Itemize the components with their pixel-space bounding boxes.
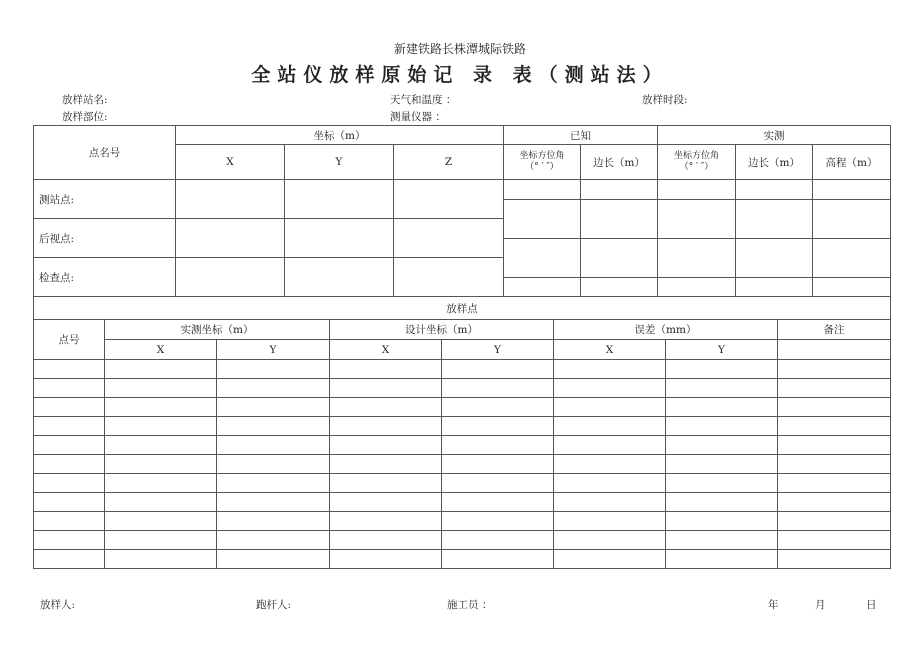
cell[interactable]	[581, 239, 658, 278]
cell[interactable]	[554, 360, 666, 379]
station-name-label: 放样站名:	[62, 94, 108, 106]
check-z-cell[interactable]	[394, 258, 504, 297]
cell[interactable]	[217, 379, 330, 398]
cell[interactable]	[330, 417, 442, 436]
cell[interactable]	[442, 379, 554, 398]
cell[interactable]	[666, 379, 778, 398]
cell[interactable]	[105, 417, 217, 436]
remark-header: 备注	[778, 320, 891, 340]
cell[interactable]	[736, 278, 813, 297]
cell[interactable]	[666, 455, 778, 474]
cell[interactable]	[778, 493, 891, 512]
cell[interactable]	[105, 512, 217, 531]
cell[interactable]	[778, 436, 891, 455]
cell[interactable]	[778, 512, 891, 531]
cell[interactable]	[34, 417, 105, 436]
point-name-header: 点名号	[34, 126, 176, 180]
cell[interactable]	[442, 417, 554, 436]
known-side-length-header: 边长（m）	[581, 145, 658, 180]
cell[interactable]	[778, 550, 891, 569]
cell[interactable]	[504, 180, 581, 200]
cell[interactable]	[658, 278, 736, 297]
constructor-label: 施工员 ：	[447, 599, 493, 611]
project-subtitle: 新建铁路长株潭城际铁路	[393, 42, 526, 56]
cell[interactable]	[554, 531, 666, 550]
form-title: 全站仪放样原始记 录 表（测站法）	[251, 64, 669, 86]
table-row	[34, 550, 891, 569]
cell[interactable]	[34, 493, 105, 512]
cell[interactable]	[554, 436, 666, 455]
cell[interactable]	[666, 493, 778, 512]
backsight-y-cell[interactable]	[285, 219, 394, 258]
backsight-x-cell[interactable]	[176, 219, 285, 258]
period-label: 放样时段:	[642, 94, 688, 106]
cell[interactable]	[554, 398, 666, 417]
cell[interactable]	[813, 278, 891, 297]
check-point-label: 检查点:	[34, 258, 176, 297]
cell[interactable]	[105, 493, 217, 512]
year-label: 年	[768, 599, 779, 611]
table-row	[34, 474, 891, 493]
cell[interactable]	[504, 278, 581, 297]
y-header: Y	[285, 145, 394, 180]
cell[interactable]	[581, 278, 658, 297]
table-row	[34, 512, 891, 531]
cell[interactable]	[34, 474, 105, 493]
measured-side-length-header: 边长（m）	[736, 145, 813, 180]
remark-subheader	[778, 340, 891, 360]
point-no-header: 点号	[34, 320, 105, 360]
measured-x-header: X	[105, 340, 217, 360]
layout-points-title: 放样点	[34, 297, 891, 320]
cell[interactable]	[778, 455, 891, 474]
cell[interactable]	[442, 512, 554, 531]
cell[interactable]	[34, 436, 105, 455]
location-label: 放样部位:	[62, 111, 108, 123]
station-table	[33, 125, 891, 297]
cell[interactable]	[217, 360, 330, 379]
cell[interactable]	[778, 474, 891, 493]
cell[interactable]	[442, 531, 554, 550]
table-row	[34, 398, 891, 417]
point-rows	[34, 360, 891, 569]
cell[interactable]	[504, 239, 581, 278]
check-y-cell[interactable]	[285, 258, 394, 297]
cell[interactable]	[34, 398, 105, 417]
cell[interactable]	[813, 200, 891, 239]
cell[interactable]	[105, 379, 217, 398]
cell[interactable]	[442, 493, 554, 512]
table-row	[34, 436, 891, 455]
check-x-cell[interactable]	[176, 258, 285, 297]
backsight-z-cell[interactable]	[394, 219, 504, 258]
table-row	[34, 417, 891, 436]
cell[interactable]	[217, 493, 330, 512]
table-row	[34, 379, 891, 398]
cell[interactable]	[666, 550, 778, 569]
measured-azimuth-header: 坐标方位角 （° ′ ″）	[658, 145, 736, 180]
cell[interactable]	[666, 474, 778, 493]
cell[interactable]	[217, 512, 330, 531]
cell[interactable]	[330, 531, 442, 550]
cell[interactable]	[658, 200, 736, 239]
cell[interactable]	[658, 180, 736, 200]
cell[interactable]	[666, 512, 778, 531]
table-row	[34, 455, 891, 474]
cell[interactable]	[217, 398, 330, 417]
cell[interactable]	[34, 379, 105, 398]
cell[interactable]	[442, 436, 554, 455]
cell[interactable]	[736, 180, 813, 200]
cell[interactable]	[330, 493, 442, 512]
table-row	[34, 493, 891, 512]
x-header: X	[176, 145, 285, 180]
cell[interactable]	[105, 360, 217, 379]
measured-coord-header: 实测坐标（m）	[105, 320, 330, 340]
cell[interactable]	[554, 379, 666, 398]
cell[interactable]	[778, 531, 891, 550]
cell[interactable]	[554, 474, 666, 493]
cell[interactable]	[666, 360, 778, 379]
cell[interactable]	[736, 239, 813, 278]
cell[interactable]	[666, 531, 778, 550]
cell[interactable]	[105, 550, 217, 569]
cell[interactable]	[34, 512, 105, 531]
day-label: 日	[866, 599, 877, 611]
cell[interactable]	[442, 455, 554, 474]
cell[interactable]	[554, 512, 666, 531]
cell[interactable]	[330, 550, 442, 569]
cell[interactable]	[330, 379, 442, 398]
cell[interactable]	[330, 360, 442, 379]
error-header: 误差（mm）	[554, 320, 778, 340]
cell[interactable]	[581, 200, 658, 239]
cell[interactable]	[736, 200, 813, 239]
weather-label: 天气和温度 ：	[390, 94, 457, 106]
cell[interactable]	[778, 379, 891, 398]
known-azimuth-header: 坐标方位角 （° ′ ″）	[504, 145, 581, 180]
cell[interactable]	[554, 550, 666, 569]
cell[interactable]	[217, 455, 330, 474]
cell[interactable]	[105, 455, 217, 474]
instrument-label: 测量仪器 ：	[390, 111, 446, 123]
cell[interactable]	[778, 360, 891, 379]
cell[interactable]	[217, 550, 330, 569]
layout-person-label: 放样人:	[40, 599, 76, 611]
cell[interactable]	[778, 417, 891, 436]
cell[interactable]	[442, 474, 554, 493]
station-x-cell[interactable]	[176, 180, 285, 219]
cell[interactable]	[105, 436, 217, 455]
cell[interactable]	[813, 180, 891, 200]
cell[interactable]	[105, 474, 217, 493]
cell[interactable]	[34, 531, 105, 550]
cell[interactable]	[442, 550, 554, 569]
elevation-header: 高程（m）	[813, 145, 891, 180]
design-y-header: Y	[442, 340, 554, 360]
cell[interactable]	[813, 239, 891, 278]
design-x-header: X	[330, 340, 442, 360]
error-y-header: Y	[666, 340, 778, 360]
cell[interactable]	[504, 200, 581, 239]
cell[interactable]	[217, 474, 330, 493]
cell[interactable]	[778, 398, 891, 417]
cell[interactable]	[34, 455, 105, 474]
known-header: 已知	[504, 126, 658, 145]
cell[interactable]	[581, 180, 658, 200]
cell[interactable]	[442, 360, 554, 379]
station-z-cell[interactable]	[394, 180, 504, 219]
cell[interactable]	[217, 417, 330, 436]
cell[interactable]	[442, 398, 554, 417]
cell[interactable]	[554, 417, 666, 436]
cell[interactable]	[554, 493, 666, 512]
cell[interactable]	[658, 239, 736, 278]
layout-points-table	[33, 296, 891, 569]
table-row	[34, 360, 891, 379]
cell[interactable]	[34, 360, 105, 379]
measured-header: 实测	[658, 126, 891, 145]
z-header: Z	[394, 145, 504, 180]
backsight-point-label: 后视点:	[34, 219, 176, 258]
cell[interactable]	[217, 436, 330, 455]
cell[interactable]	[105, 531, 217, 550]
cell[interactable]	[330, 436, 442, 455]
cell[interactable]	[217, 531, 330, 550]
cell[interactable]	[554, 455, 666, 474]
month-label: 月	[815, 599, 826, 611]
design-coord-header: 设计坐标（m）	[330, 320, 554, 340]
cell[interactable]	[330, 512, 442, 531]
station-y-cell[interactable]	[285, 180, 394, 219]
cell[interactable]	[330, 455, 442, 474]
cell[interactable]	[666, 436, 778, 455]
cell[interactable]	[330, 474, 442, 493]
table-row	[34, 531, 891, 550]
cell[interactable]	[666, 417, 778, 436]
station-point-label: 测站点:	[34, 180, 176, 219]
cell[interactable]	[105, 398, 217, 417]
cell[interactable]	[34, 550, 105, 569]
error-x-header: X	[554, 340, 666, 360]
cell[interactable]	[666, 398, 778, 417]
measured-y-header: Y	[217, 340, 330, 360]
cell[interactable]	[330, 398, 442, 417]
coord-header: 坐标（m）	[176, 126, 504, 145]
rod-person-label: 跑杆人:	[256, 599, 292, 611]
